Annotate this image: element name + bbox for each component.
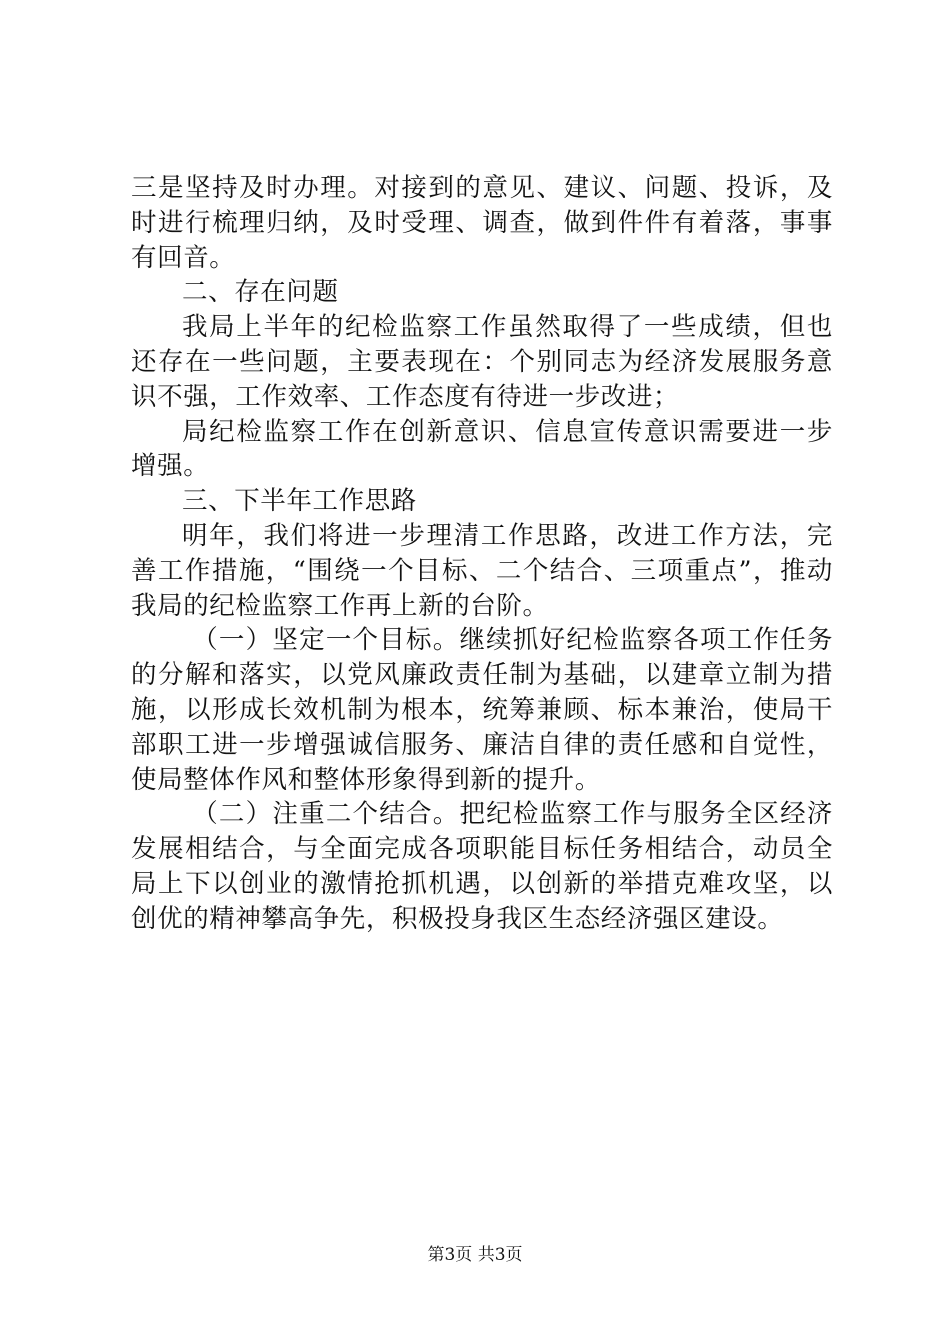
paragraph-one-goal: （一）坚定一个目标。继续抓好纪检监察各项工作任务的分解和落实，以党风廉政责任制为基础，以建章立制为措施，以形成长效机制为根本，统筹兼顾、标本兼治，使局干部职工进一步增强诚信服务、廉洁自律的责任感和自觉性，使局整体作风和整体形象得到新的提升。 — [131, 625, 833, 795]
heading-problems: 二、存在问题 — [182, 277, 339, 308]
paragraph-next-year: 明年，我们将进一步理清工作思路，改进工作方法，完善工作措施，“围绕一个目标、二个结合、三项重点”，推动我局的纪检监察工作再上新的台阶。 — [131, 520, 833, 621]
document-body — [131, 171, 833, 937]
paragraph-handling: 三是坚持及时办理。对接到的意见、建议、问题、投诉，及时进行梳理归纳，及时受理、调查，做到件件有着落，事事有回音。 — [131, 173, 833, 273]
page-number: 第3页 共3页 — [427, 1245, 523, 1265]
paragraph-innovation: 局纪检监察工作在创新意识、信息宣传意识需要进一步增强。 — [131, 416, 833, 482]
paragraph-problems: 我局上半年的纪检监察工作虽然取得了一些成绩，但也还存在一些问题，主要表现在：个别同志为经济发展服务意识不强，工作效率、工作态度有待进一步改进； — [131, 312, 833, 412]
heading-work-plan: 三、下半年工作思路 — [182, 486, 417, 517]
paragraph-two-combinations: （二）注重二个结合。把纪检监察工作与服务全区经济发展相结合，与全面完成各项职能目标任务相结合，动员全局上下以创业的激情抢抓机遇，以创新的举措克难攻坚，以创优的精神攀高争先，积极投身我区生态经济强区建设。 — [131, 799, 833, 934]
